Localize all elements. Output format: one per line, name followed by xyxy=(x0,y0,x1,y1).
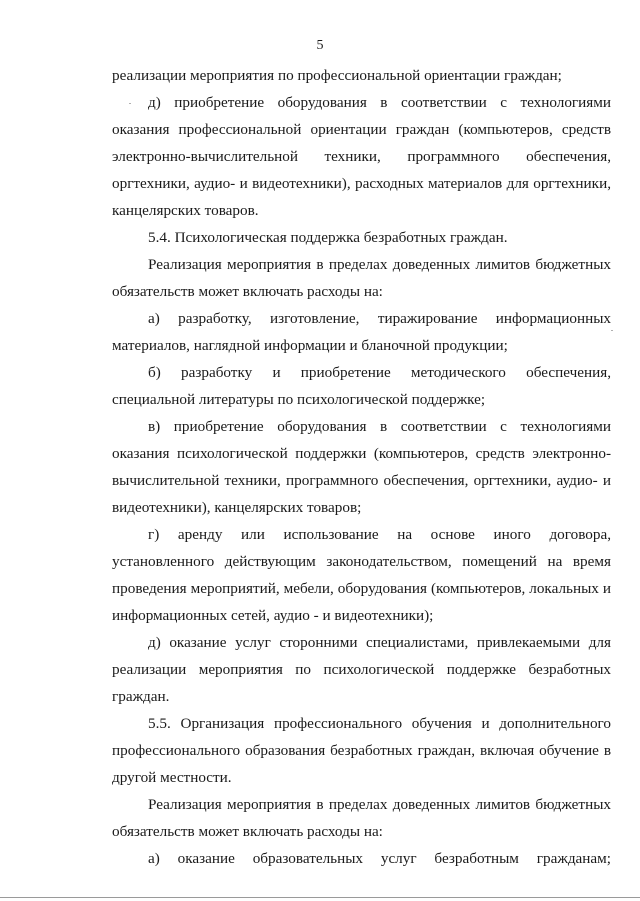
paragraph: 5.4. Психологическая поддержка безработных граждан. xyxy=(148,229,508,246)
scan-speck xyxy=(129,103,131,104)
paragraph: г) аренду или использование на основе иного договора, установленного действующим законодательством, помещений на время проведения мероприятий, мебели, оборудования (компьютеров, локальных и информационных сетей, аудио - и видеотехники); xyxy=(112,526,611,624)
paragraph: б) разработку и приобретение методического обеспечения, специальной литературы по психологической поддержке; xyxy=(112,364,611,408)
paragraph: а) оказание образовательных услуг безработным гражданам; xyxy=(148,850,611,867)
paragraph: а) разработку, изготовление, тиражирование информационных материалов, наглядной информации и бланочной продукции; xyxy=(112,310,611,354)
paragraph: д) приобретение оборудования в соответствии с технологиями оказания профессиональной ориентации граждан (компьютеров, средств электронно-вычислительной техники, программного обеспечения, оргтехники, аудио- и видеотехники), расходных материалов для оргтехники, канцелярских товаров. xyxy=(112,94,611,219)
page-number: 5 xyxy=(316,38,324,53)
paragraph: Реализация мероприятия в пределах доведенных лимитов бюджетных обязательств может включать расходы на: xyxy=(112,796,611,840)
scan-edge-line xyxy=(0,897,640,898)
paragraph: д) оказание услуг сторонними специалистами, привлекаемыми для реализации мероприятия по психологической поддержке безработных граждан. xyxy=(112,634,611,705)
paragraph: реализации мероприятия по профессиональной ориентации граждан; xyxy=(112,67,562,84)
scan-speck xyxy=(611,330,613,331)
document-body xyxy=(112,62,611,872)
paragraph: в) приобретение оборудования в соответствии с технологиями оказания психологической поддержки (компьютеров, средств электронно-вычислительной техники, программного обеспечения, оргтехники, аудио- и видеотехники), канцелярских товаров; xyxy=(112,418,611,516)
paragraph: 5.5. Организация профессионального обучения и дополнительного профессионального образования безработных граждан, включая обучение в другой местности. xyxy=(112,715,611,786)
paragraph: Реализация мероприятия в пределах доведенных лимитов бюджетных обязательств может включать расходы на: xyxy=(112,256,611,300)
